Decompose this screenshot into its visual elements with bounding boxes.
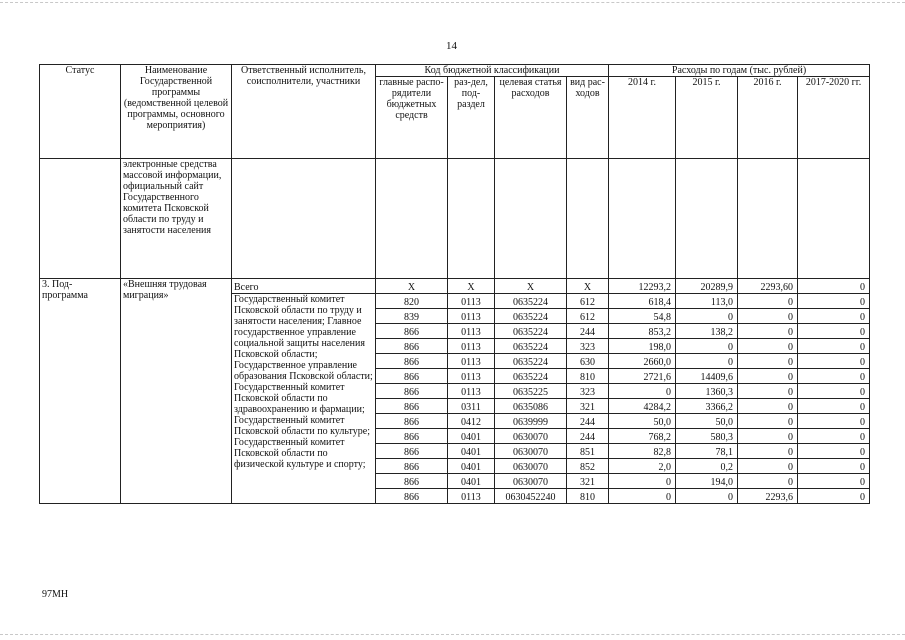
- cell-y2014: 198,0: [609, 339, 676, 354]
- cell-y2014: 2,0: [609, 459, 676, 474]
- cell-target: 0630070: [495, 474, 567, 489]
- cell-section: 0401: [448, 474, 495, 489]
- page-number: 14: [446, 40, 457, 52]
- cell-section: 0412: [448, 414, 495, 429]
- cell-section: 0113: [448, 339, 495, 354]
- budget-table: [39, 64, 870, 504]
- total-target: X: [495, 279, 567, 294]
- cell-y2015: 0: [676, 489, 738, 504]
- header-exp-title: Расходы по годам (тыс. рублей): [609, 65, 870, 77]
- cell-target: 0635225: [495, 384, 567, 399]
- subprogram-executors: Государственный комитет Псковской области по труду и занятости населения; Главное государственное управление социальной защиты населения Псковской области; Государственное управление образования Псковской области; Государственный комитет Псковской области по здравоохранению и фармации; Государственный комитет Псковской области по культуре; Государственный комитет Псковской области по физической культуре и спорту;: [232, 294, 376, 504]
- cell-y2014: 2660,0: [609, 354, 676, 369]
- cell-y2016: 0: [738, 384, 798, 399]
- cell-type: 612: [567, 294, 609, 309]
- header-bk-title: Код бюджетной классификации: [376, 65, 609, 77]
- cell-y2016: 0: [738, 354, 798, 369]
- cell-y2017-2020: 0: [798, 489, 870, 504]
- cell-type: 810: [567, 489, 609, 504]
- cell-y2017-2020: 0: [798, 339, 870, 354]
- header-executor: Ответственный исполнитель, соисполнители, участники: [232, 65, 376, 159]
- cell-y2014: 853,2: [609, 324, 676, 339]
- cell-grbs: 866: [376, 384, 448, 399]
- cell-type: 323: [567, 384, 609, 399]
- cell-y2016: 0: [738, 369, 798, 384]
- cell-y2014: 54,8: [609, 309, 676, 324]
- cell-target: 0635224: [495, 369, 567, 384]
- header-bk-section: раз-дел, под-раздел: [448, 77, 495, 159]
- cell-section: 0311: [448, 399, 495, 414]
- cell-y2014: 0: [609, 489, 676, 504]
- cell-target: 0639999: [495, 414, 567, 429]
- cell-target: 0635224: [495, 294, 567, 309]
- total-grbs: X: [376, 279, 448, 294]
- cell-type: 321: [567, 474, 609, 489]
- total-y2015: 20289,9: [676, 279, 738, 294]
- cell-y2015: 0: [676, 309, 738, 324]
- total-y2017-2020: 0: [798, 279, 870, 294]
- cell-type: 244: [567, 414, 609, 429]
- cell-grbs: 866: [376, 324, 448, 339]
- carryover-row: [40, 159, 870, 279]
- cell-section: 0113: [448, 384, 495, 399]
- cell-target: 0630070: [495, 459, 567, 474]
- cell-y2016: 0: [738, 429, 798, 444]
- scan-edge-top: [0, 2, 905, 3]
- total-type: X: [567, 279, 609, 294]
- header-bk-type: вид рас-ходов: [567, 77, 609, 159]
- cell-y2017-2020: 0: [798, 444, 870, 459]
- cell-grbs: 866: [376, 459, 448, 474]
- cell-y2015: 14409,6: [676, 369, 738, 384]
- cell-type: 852: [567, 459, 609, 474]
- cell-type: 244: [567, 429, 609, 444]
- cell-target: 0635224: [495, 339, 567, 354]
- cell-y2017-2020: 0: [798, 309, 870, 324]
- cell-section: 0401: [448, 444, 495, 459]
- cell-y2014: 768,2: [609, 429, 676, 444]
- cell-target: 0630070: [495, 444, 567, 459]
- cell-grbs: 839: [376, 309, 448, 324]
- cell-y2015: 0,2: [676, 459, 738, 474]
- cell-target: 0630070: [495, 429, 567, 444]
- cell-grbs: 866: [376, 339, 448, 354]
- header-bk-grbs: главные распо-рядители бюджетных средств: [376, 77, 448, 159]
- cell-type: 630: [567, 354, 609, 369]
- cell-y2016: 2293,6: [738, 489, 798, 504]
- cell-grbs: 866: [376, 489, 448, 504]
- header-row-1: [40, 65, 870, 77]
- cell-y2015: 50,0: [676, 414, 738, 429]
- cell-y2017-2020: 0: [798, 324, 870, 339]
- cell-y2015: 0: [676, 354, 738, 369]
- total-row: [40, 279, 870, 294]
- cell-type: 851: [567, 444, 609, 459]
- cell-y2015: 1360,3: [676, 384, 738, 399]
- cell-y2016: 0: [738, 324, 798, 339]
- header-year-2014: 2014 г.: [609, 77, 676, 159]
- cell-type: 244: [567, 324, 609, 339]
- cell-y2015: 580,3: [676, 429, 738, 444]
- header-bk-target: целевая статья расходов: [495, 77, 567, 159]
- cell-grbs: 866: [376, 354, 448, 369]
- cell-y2015: 138,2: [676, 324, 738, 339]
- cell-target: 0635224: [495, 354, 567, 369]
- cell-y2017-2020: 0: [798, 354, 870, 369]
- cell-grbs: 866: [376, 369, 448, 384]
- cell-y2016: 0: [738, 474, 798, 489]
- header-name: Наименование Государственной программы (ведомственной целевой программы, основного мероприятия): [121, 65, 232, 159]
- cell-type: 323: [567, 339, 609, 354]
- cell-section: 0113: [448, 294, 495, 309]
- subprogram-name: «Внешняя трудовая миграция»: [121, 279, 232, 504]
- subprogram-status: 3. Под-программа: [40, 279, 121, 504]
- cell-y2014: 2721,6: [609, 369, 676, 384]
- cell-y2017-2020: 0: [798, 384, 870, 399]
- cell-grbs: 866: [376, 399, 448, 414]
- cell-y2015: 3366,2: [676, 399, 738, 414]
- carryover-name: электронные средства массовой информации, официальный сайт Государственного комитета Псковской области по труду и занятости населения: [121, 159, 232, 279]
- cell-grbs: 866: [376, 429, 448, 444]
- cell-y2017-2020: 0: [798, 474, 870, 489]
- total-section: X: [448, 279, 495, 294]
- total-label: Всего: [232, 279, 376, 294]
- cell-y2017-2020: 0: [798, 414, 870, 429]
- total-y2016: 2293,60: [738, 279, 798, 294]
- header-year-2017-2020: 2017-2020 гг.: [798, 77, 870, 159]
- cell-y2014: 618,4: [609, 294, 676, 309]
- cell-y2015: 194,0: [676, 474, 738, 489]
- cell-y2016: 0: [738, 294, 798, 309]
- cell-section: 0113: [448, 324, 495, 339]
- cell-grbs: 866: [376, 444, 448, 459]
- cell-target: 0635086: [495, 399, 567, 414]
- cell-y2014: 0: [609, 474, 676, 489]
- cell-type: 810: [567, 369, 609, 384]
- cell-y2016: 0: [738, 444, 798, 459]
- cell-y2016: 0: [738, 339, 798, 354]
- cell-y2017-2020: 0: [798, 294, 870, 309]
- cell-grbs: 866: [376, 414, 448, 429]
- cell-y2016: 0: [738, 399, 798, 414]
- cell-section: 0401: [448, 459, 495, 474]
- cell-section: 0113: [448, 354, 495, 369]
- cell-y2016: 0: [738, 414, 798, 429]
- cell-target: 0635224: [495, 324, 567, 339]
- cell-section: 0113: [448, 489, 495, 504]
- cell-y2014: 4284,2: [609, 399, 676, 414]
- scan-edge-bottom: [0, 634, 905, 635]
- cell-target: 0630452240: [495, 489, 567, 504]
- total-y2014: 12293,2: [609, 279, 676, 294]
- cell-y2015: 113,0: [676, 294, 738, 309]
- header-year-2016: 2016 г.: [738, 77, 798, 159]
- cell-y2016: 0: [738, 459, 798, 474]
- cell-grbs: 866: [376, 474, 448, 489]
- header-status: Статус: [40, 65, 121, 159]
- cell-y2017-2020: 0: [798, 459, 870, 474]
- cell-section: 0401: [448, 429, 495, 444]
- cell-section: 0113: [448, 309, 495, 324]
- cell-y2017-2020: 0: [798, 399, 870, 414]
- cell-y2016: 0: [738, 309, 798, 324]
- cell-y2015: 78,1: [676, 444, 738, 459]
- cell-y2015: 0: [676, 339, 738, 354]
- cell-target: 0635224: [495, 309, 567, 324]
- header-year-2015: 2015 г.: [676, 77, 738, 159]
- cell-y2017-2020: 0: [798, 369, 870, 384]
- cell-y2014: 82,8: [609, 444, 676, 459]
- cell-y2014: 0: [609, 384, 676, 399]
- cell-y2017-2020: 0: [798, 429, 870, 444]
- cell-type: 321: [567, 399, 609, 414]
- cell-y2014: 50,0: [609, 414, 676, 429]
- footer-code: 97МН: [42, 589, 69, 600]
- cell-type: 612: [567, 309, 609, 324]
- cell-grbs: 820: [376, 294, 448, 309]
- cell-section: 0113: [448, 369, 495, 384]
